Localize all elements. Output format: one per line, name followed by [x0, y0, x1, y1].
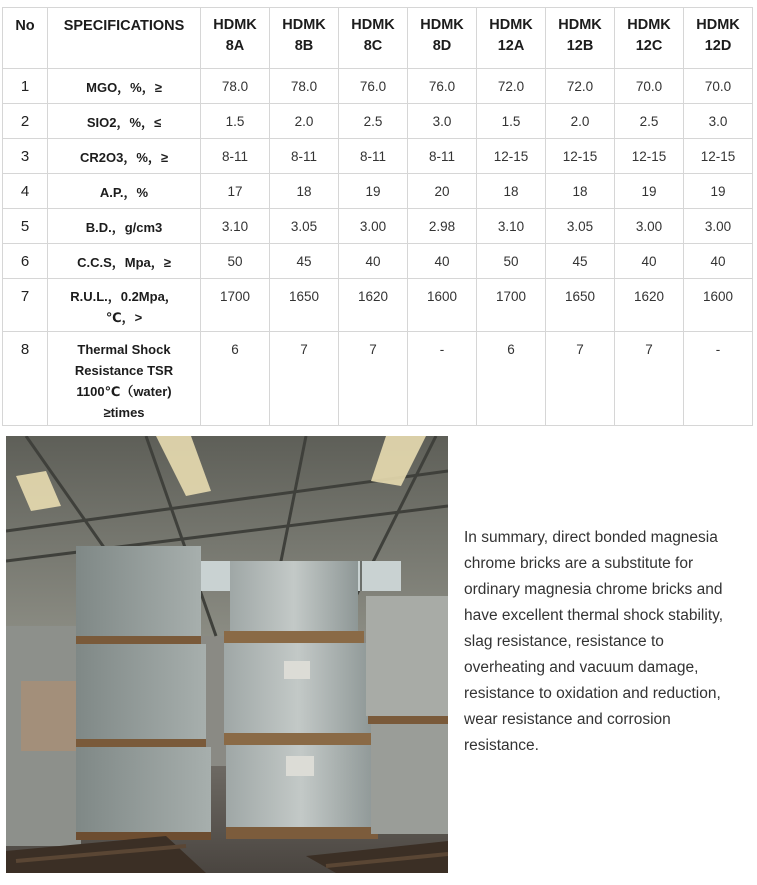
spec-label	[48, 332, 201, 426]
spec-value: 8-11	[408, 139, 477, 174]
spec-value: 17	[201, 174, 270, 209]
spec-value: 12-15	[477, 139, 546, 174]
spec-value: 2.0	[546, 104, 615, 139]
spec-value: 72.0	[546, 69, 615, 104]
header-grade	[546, 8, 615, 69]
spec-value: 6	[201, 332, 270, 426]
spec-value: 45	[270, 244, 339, 279]
spec-value: 3.0	[408, 104, 477, 139]
spec-value: 7	[546, 332, 615, 426]
table-row	[3, 332, 753, 426]
spec-label-line: C.C.S，Mpa，≥	[77, 254, 171, 270]
spec-value: 1.5	[201, 104, 270, 139]
header-grade	[270, 8, 339, 69]
grade-line: HDMK	[489, 17, 533, 33]
spec-value: 1.5	[477, 104, 546, 139]
row-number: 7	[3, 279, 48, 332]
header-grade	[408, 8, 477, 69]
table-header-row	[3, 8, 753, 69]
spec-label	[48, 209, 201, 244]
spec-value: -	[684, 332, 753, 426]
spec-value: 50	[477, 244, 546, 279]
spec-value: 12-15	[615, 139, 684, 174]
grade-line: 8C	[363, 38, 383, 54]
row-number: 8	[3, 332, 48, 426]
spec-value: 20	[408, 174, 477, 209]
spec-value: 1600	[408, 279, 477, 332]
spec-label-line: CR2O3，%，≥	[79, 149, 169, 165]
spec-value: 3.00	[684, 209, 753, 244]
spec-label	[48, 104, 201, 139]
grade-line: 8D	[432, 38, 452, 54]
table-row	[3, 139, 753, 174]
spec-value: 40	[339, 244, 408, 279]
summary-paragraph: In summary, direct bonded magnesia chrome bricks are a substitute for ordinary magnesia chrome bricks and have excellent thermal shock stability, slag resistance, resistance to overheating and vacuum damage, resistance to oxidation and reduction, wear resistance and corrosion resistance.	[464, 529, 724, 754]
grade-line: HDMK	[213, 17, 257, 33]
spec-value: 19	[615, 174, 684, 209]
spec-label	[48, 69, 201, 104]
spec-value: 18	[477, 174, 546, 209]
row-number: 1	[3, 69, 48, 104]
grade-line: HDMK	[351, 17, 395, 33]
spec-value: 40	[408, 244, 477, 279]
spec-value: 3.10	[201, 209, 270, 244]
grade-line: HDMK	[282, 17, 326, 33]
grade-line: HDMK	[420, 17, 464, 33]
spec-value: 1620	[339, 279, 408, 332]
grade-line: 12B	[566, 38, 594, 54]
table-row	[3, 104, 753, 139]
spec-value: 2.5	[339, 104, 408, 139]
spec-value: 76.0	[408, 69, 477, 104]
spec-value: 50	[201, 244, 270, 279]
spec-value: 1620	[615, 279, 684, 332]
spec-value: 76.0	[339, 69, 408, 104]
table-row	[3, 69, 753, 104]
spec-value: 1700	[477, 279, 546, 332]
spec-value: 18	[546, 174, 615, 209]
spec-label	[48, 279, 201, 332]
table-row	[3, 209, 753, 244]
specifications-table	[2, 7, 753, 426]
spec-value: 45	[546, 244, 615, 279]
spec-value: 3.05	[546, 209, 615, 244]
grade-line: 12C	[635, 38, 663, 54]
header-grade	[615, 8, 684, 69]
grade-line: 8B	[294, 38, 314, 54]
spec-label-line: Thermal Shock	[77, 342, 171, 357]
header-grade	[201, 8, 270, 69]
spec-value: 78.0	[201, 69, 270, 104]
spec-label-line: ℃，>	[105, 310, 143, 325]
grade-line: HDMK	[696, 17, 740, 33]
spec-value: 7	[270, 332, 339, 426]
row-number: 3	[3, 139, 48, 174]
spec-value: 70.0	[615, 69, 684, 104]
table-body	[3, 69, 753, 426]
spec-label	[48, 139, 201, 174]
spec-value: 6	[477, 332, 546, 426]
spec-value: 1700	[201, 279, 270, 332]
spec-label-line: Resistance TSR	[74, 363, 174, 378]
spec-label	[48, 174, 201, 209]
header-grade	[477, 8, 546, 69]
spec-value: 2.5	[615, 104, 684, 139]
spec-value: 78.0	[270, 69, 339, 104]
warehouse-photo	[6, 436, 448, 873]
header-grade	[339, 8, 408, 69]
grade-line: 8A	[225, 38, 245, 54]
spec-value: 70.0	[684, 69, 753, 104]
header-specifications: SPECIFICATIONS	[48, 8, 201, 69]
table-row	[3, 174, 753, 209]
spec-value: 8-11	[270, 139, 339, 174]
grade-line: 12D	[704, 38, 732, 54]
spec-label-line: ≥times	[103, 405, 145, 420]
spec-label	[48, 244, 201, 279]
spec-value: 8-11	[201, 139, 270, 174]
spec-value: 18	[270, 174, 339, 209]
table-row	[3, 244, 753, 279]
spec-value: 1650	[270, 279, 339, 332]
spec-value: 2.98	[408, 209, 477, 244]
row-number: 2	[3, 104, 48, 139]
spec-value: 72.0	[477, 69, 546, 104]
row-number: 4	[3, 174, 48, 209]
spec-value: 1650	[546, 279, 615, 332]
spec-label-line: A.P.，%	[99, 184, 149, 200]
spec-value: 7	[615, 332, 684, 426]
spec-label-line: SIO2，%，≤	[86, 114, 162, 130]
spec-value: -	[408, 332, 477, 426]
spec-value: 19	[684, 174, 753, 209]
spec-label-line: 1100℃（water)	[76, 384, 172, 399]
spec-value: 3.0	[684, 104, 753, 139]
row-number: 6	[3, 244, 48, 279]
spec-value: 1600	[684, 279, 753, 332]
spec-value: 19	[339, 174, 408, 209]
spec-value: 3.00	[339, 209, 408, 244]
grade-line: 12A	[497, 38, 525, 54]
spec-label-line: R.U.L.，0.2Mpa，	[70, 289, 178, 304]
spec-value: 12-15	[546, 139, 615, 174]
header-no: No	[3, 8, 48, 69]
row-number: 5	[3, 209, 48, 244]
spec-label-line: MGO，%，≥	[86, 79, 162, 95]
spec-value: 3.10	[477, 209, 546, 244]
spec-value: 7	[339, 332, 408, 426]
grade-line: HDMK	[558, 17, 602, 33]
spec-label-line: B.D.，g/cm3	[85, 219, 163, 235]
spec-value: 12-15	[684, 139, 753, 174]
spec-value: 3.05	[270, 209, 339, 244]
spec-value: 40	[684, 244, 753, 279]
table-row	[3, 279, 753, 332]
header-grade	[684, 8, 753, 69]
spec-value: 3.00	[615, 209, 684, 244]
spec-value: 40	[615, 244, 684, 279]
spec-value: 2.0	[270, 104, 339, 139]
spec-value: 8-11	[339, 139, 408, 174]
grade-line: HDMK	[627, 17, 671, 33]
